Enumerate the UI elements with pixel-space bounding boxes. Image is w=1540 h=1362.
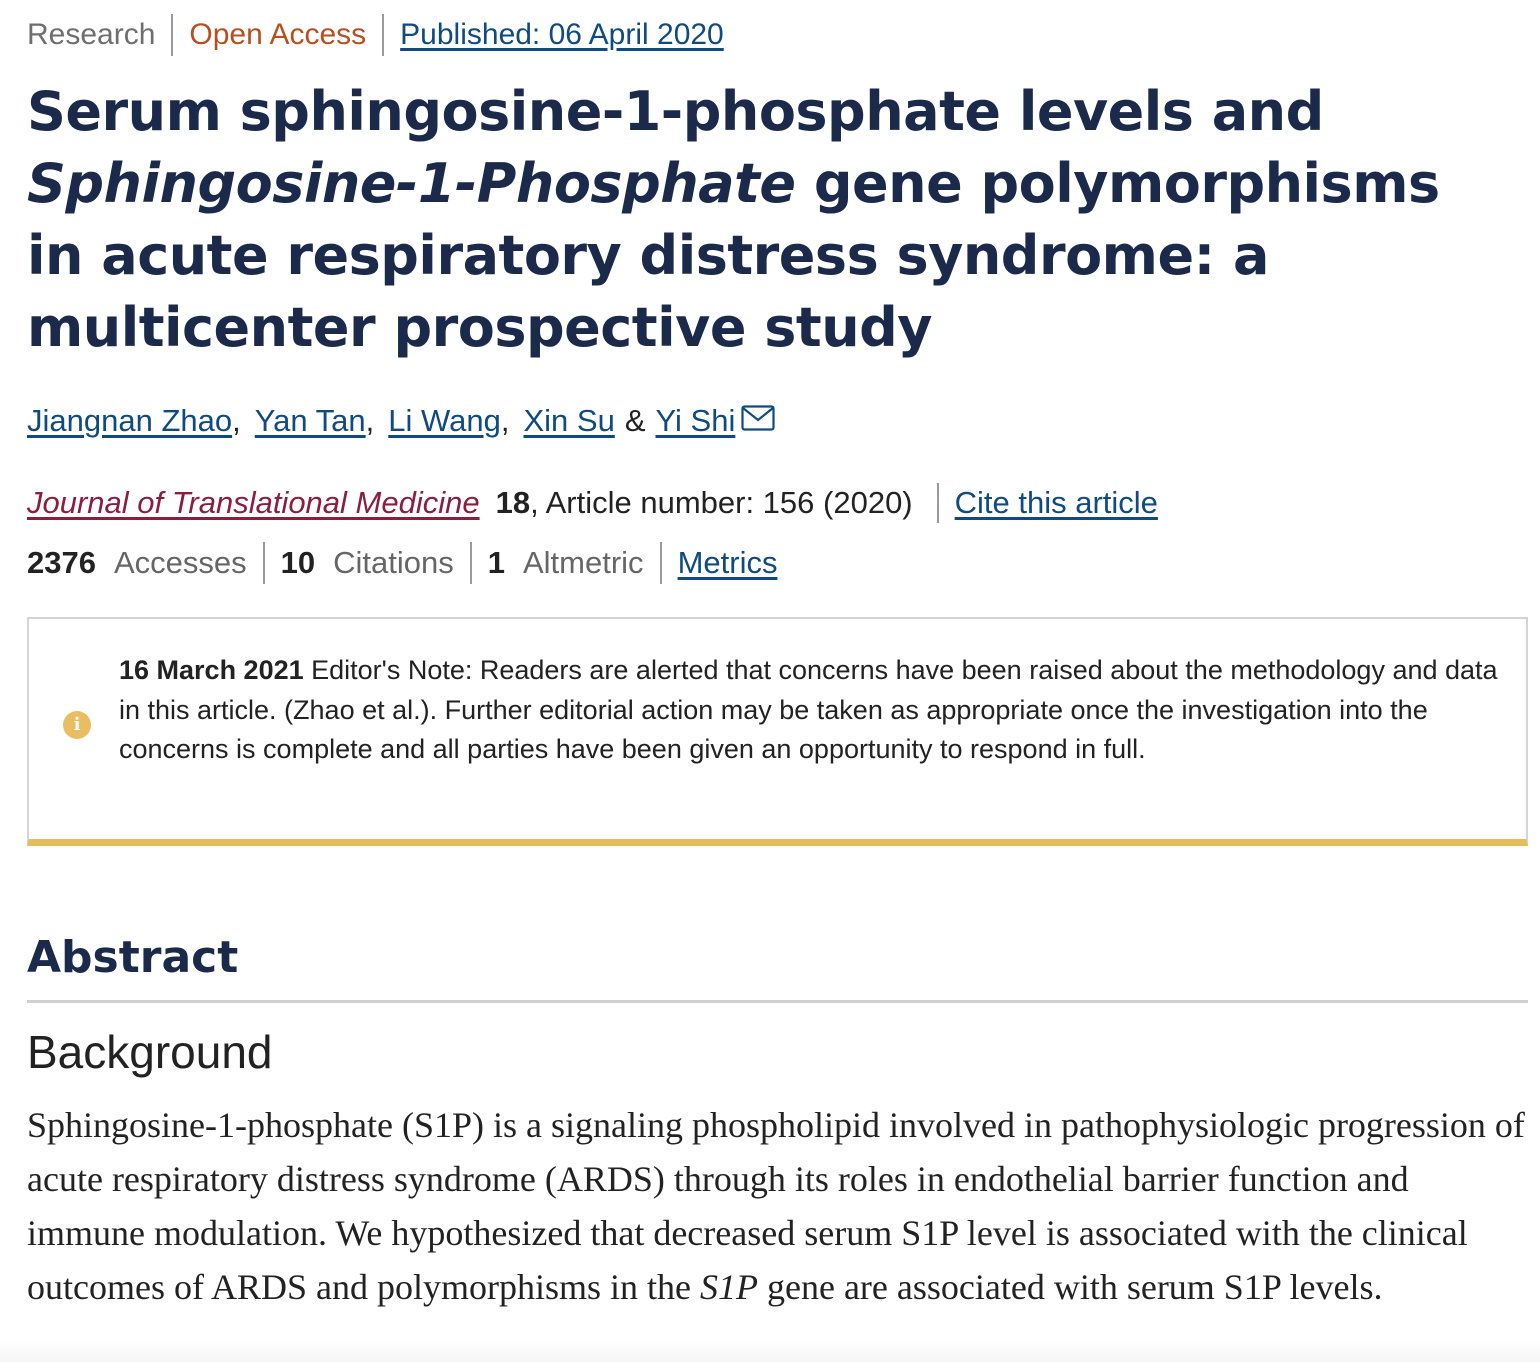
author-separator: ,	[500, 403, 510, 438]
citations-count: 10	[280, 545, 316, 580]
altmetric-label: Altmetric	[522, 545, 644, 580]
author-link[interactable]: Li Wang	[388, 403, 501, 438]
cite-article-link[interactable]: Cite this article	[954, 485, 1158, 520]
editor-note-box	[27, 617, 1528, 846]
background-gene-italic: S1P	[699, 1267, 758, 1307]
article-number: , Article number: 156 (2020)	[530, 485, 913, 520]
accesses-count: 2376	[27, 545, 96, 580]
author-link[interactable]: Yi Shi	[655, 403, 736, 438]
metrics-divider	[470, 542, 472, 584]
author-ampersand: &	[624, 403, 646, 438]
author-separator: ,	[365, 403, 375, 438]
abstract-heading: Abstract	[27, 932, 239, 983]
author-separator: ,	[232, 403, 241, 438]
editor-note-body: Editor's Note: Readers are alerted that concerns have been raised about the methodology and data in this article. (Zhao et al.). Further editorial action may be taken as appropriate once the investigation into the concerns is complete and all parties have been given an opportunity to respond in full.	[119, 655, 1498, 764]
background-text-part2: gene are associated with serum S1P levels.	[757, 1267, 1383, 1307]
title-line1: Serum sphingosine-1-phosphate levels and	[27, 80, 1324, 143]
background-paragraph	[27, 1098, 1527, 1314]
envelope-icon[interactable]	[741, 400, 775, 426]
metrics-divider	[263, 542, 265, 584]
article-meta-row	[27, 14, 724, 56]
journal-divider	[937, 483, 939, 523]
title-rest: gene polymorphisms in acute respiratory distress syndrome: a multicenter prospective study	[27, 152, 1440, 359]
author-link[interactable]: Yan Tan	[254, 403, 366, 438]
meta-divider	[382, 14, 384, 56]
altmetric-count: 1	[487, 545, 505, 580]
published-date-link[interactable]: Published: 06 April 2020	[400, 18, 724, 51]
article-title	[27, 76, 1507, 364]
journal-link[interactable]: Journal of Translational Medicine	[27, 485, 480, 520]
metrics-divider	[660, 542, 662, 584]
open-access-badge: Open Access	[189, 18, 367, 51]
author-link[interactable]: Xin Su	[523, 403, 615, 438]
meta-divider	[171, 14, 173, 56]
title-gene-italic: Sphingosine-1-Phosphate	[27, 152, 796, 215]
article-type: Research	[27, 18, 156, 51]
metrics-link[interactable]: Metrics	[677, 545, 778, 580]
author-list	[27, 400, 775, 442]
editor-note-text	[119, 651, 1504, 770]
author-link[interactable]: Jiangnan Zhao	[27, 403, 233, 438]
journal-row	[27, 482, 1158, 524]
metrics-row	[27, 542, 777, 584]
background-heading: Background	[27, 1026, 273, 1078]
section-divider	[27, 1000, 1528, 1003]
bottom-fade	[0, 1338, 1540, 1362]
citations-label: Citations	[333, 545, 454, 580]
editor-note-date: 16 March 2021	[119, 655, 304, 685]
accesses-label: Accesses	[113, 545, 247, 580]
journal-volume: 18	[495, 485, 531, 520]
background-text-part1: Sphingosine-1-phosphate (S1P) is a signaling phospholipid involved in pathophysiologic progression of acute respiratory distress syndrome (ARDS) through its roles in endothelial barrier function and immune modulation. We hypothesized that decreased serum S1P level is associated with the clinical outcomes of ARDS and polymorphisms in the	[27, 1105, 1525, 1307]
info-icon: i	[63, 711, 91, 739]
